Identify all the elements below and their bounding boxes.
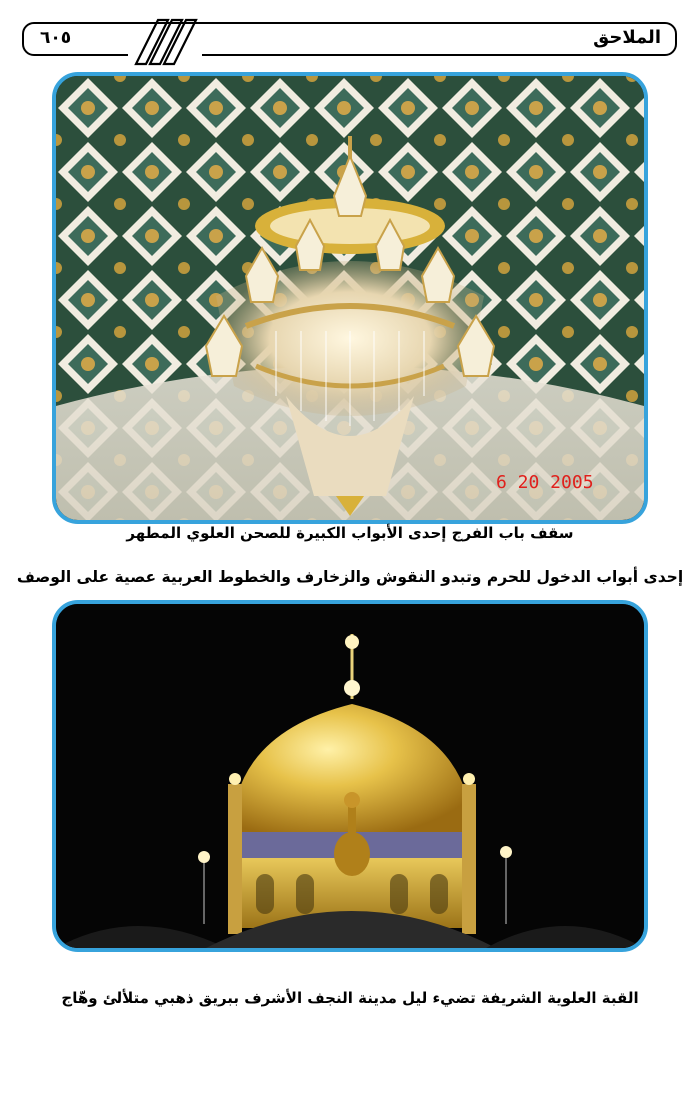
section-title: الملاحق xyxy=(593,27,661,48)
photo1-caption: سقف باب الفرج إحدى الأبواب الكبيرة للصحن العلوي المطهر xyxy=(126,524,574,542)
photo2-caption: القبة العلوية الشريفة تضيء ليل مدينة النجف الأشرف ببريق ذهبي متلألئ وهّاج xyxy=(61,989,639,1007)
header-decoration-stripes xyxy=(128,14,202,70)
page-header xyxy=(22,22,677,56)
golden-dome-photo xyxy=(52,600,648,952)
section-description: إحدى أبواب الدخول للحرم وتبدو النقوش والزخارف والخطوط العربية عصية على الوصف xyxy=(16,568,684,586)
page-number: ٦٠٥ xyxy=(40,28,72,48)
date-stamp: 6 20 2005 xyxy=(496,472,594,493)
ceiling-chandelier-photo xyxy=(52,72,648,524)
